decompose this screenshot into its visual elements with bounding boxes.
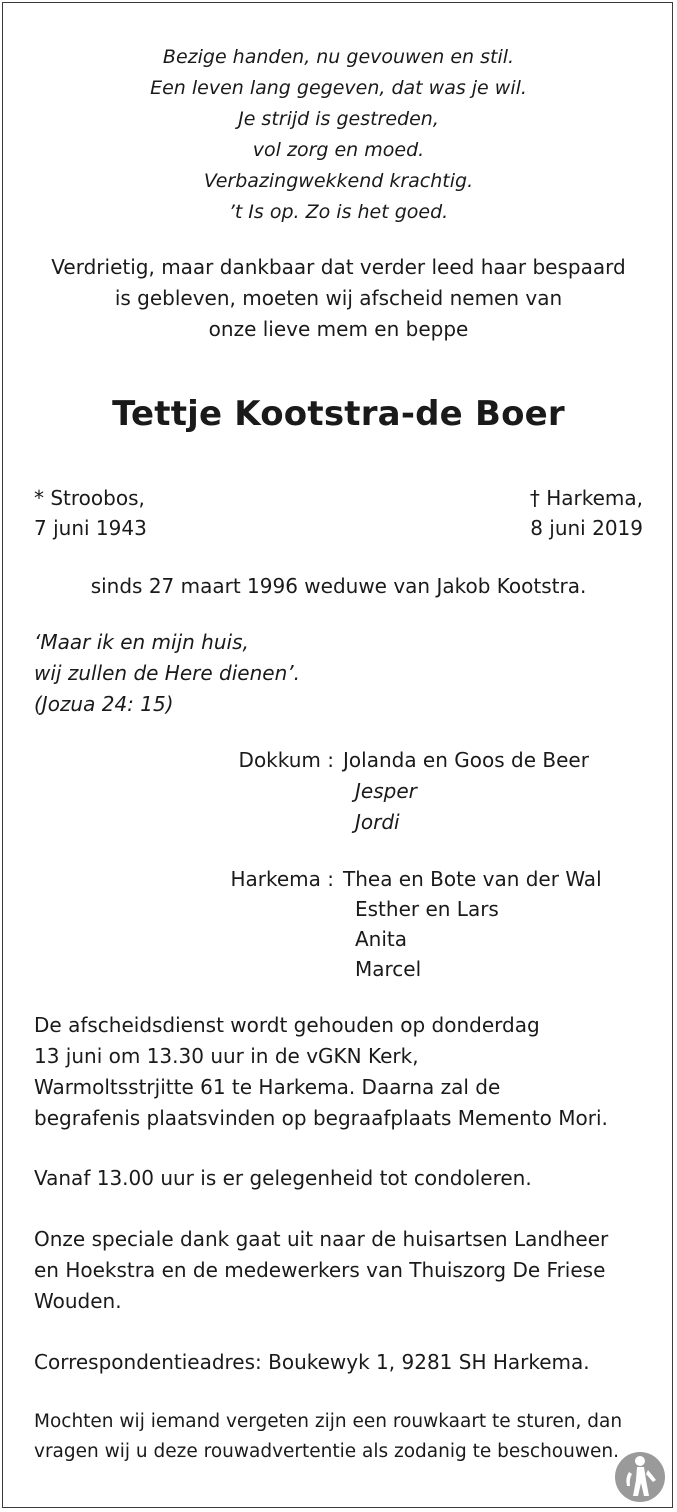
grandchild-name: Esther en Lars <box>355 897 499 921</box>
condolence-line: Vanaf 13.00 uur is er gelegenheid tot condoleren. <box>34 1166 532 1190</box>
death-place: † Harkema, <box>529 486 643 510</box>
service-line: Warmoltsstrjitte 61 te Harkema. Daarna zal de <box>34 1075 501 1099</box>
birth-place: * Stroobos, <box>34 486 145 510</box>
note-line: vragen wij u deze rouwadvertentie als zodanig te beschouwen. <box>34 1441 619 1462</box>
poem-line: Een leven lang gegeven, dat was je wil. <box>150 77 527 99</box>
intro-line: onze lieve mem en beppe <box>208 317 469 341</box>
correspondence-address: Correspondentieadres: Boukewyk 1, 9281 SH Harkema. <box>34 1350 590 1374</box>
service-line: De afscheidsdienst wordt gehouden op donderdag <box>34 1013 540 1037</box>
grandchild-name: Jordi <box>355 810 400 834</box>
deceased-name: Tettje Kootstra-de Boer <box>112 394 565 434</box>
thanks-line: Onze speciale dank gaat uit naar de huisartsen Landheer <box>34 1227 609 1251</box>
walking-figure-logo-icon <box>613 1450 667 1504</box>
service-line: 13 juni om 13.30 uur in de vGKN Kerk, <box>34 1044 419 1068</box>
service-line: begrafenis plaatsvinden op begraafplaats Memento Mori. <box>34 1106 608 1130</box>
family-place: Dokkum : <box>238 748 334 772</box>
quote-line: ‘Maar ik en mijn huis, <box>34 630 249 654</box>
thanks-line: en Hoekstra en de medewerkers van Thuiszorg De Friese <box>34 1258 606 1282</box>
thanks-line: Wouden. <box>34 1289 122 1313</box>
grandchild-name: Jesper <box>355 779 417 803</box>
family-names: Thea en Bote van der Wal <box>343 867 602 891</box>
death-date: 8 juni 2019 <box>530 516 643 540</box>
quote-line: wij zullen de Here dienen’. <box>34 661 300 685</box>
family-names: Jolanda en Goos de Beer <box>343 748 589 772</box>
poem-line: Verbazingwekkend krachtig. <box>203 170 474 192</box>
poem-line: ’t Is op. Zo is het goed. <box>228 201 449 223</box>
note-line: Mochten wij iemand vergeten zijn een rouwkaart te sturen, dan <box>34 1411 623 1432</box>
poem-line: Je strijd is gestreden, <box>238 108 439 130</box>
widow-line: sinds 27 maart 1996 weduwe van Jakob Kootstra. <box>90 574 587 598</box>
intro-line: Verdrietig, maar dankbaar dat verder leed haar bespaard <box>51 255 626 279</box>
poem-line: Bezige handen, nu gevouwen en stil. <box>162 46 515 68</box>
grandchild-name: Marcel <box>355 957 422 981</box>
poem-line: vol zorg en moed. <box>252 139 425 161</box>
grandchild-name: Anita <box>355 927 408 951</box>
birth-date: 7 juni 1943 <box>34 516 147 540</box>
family-place: Harkema : <box>230 867 334 891</box>
quote-line: (Jozua 24: 15) <box>34 692 174 716</box>
intro-line: is gebleven, moeten wij afscheid nemen van <box>114 286 563 310</box>
